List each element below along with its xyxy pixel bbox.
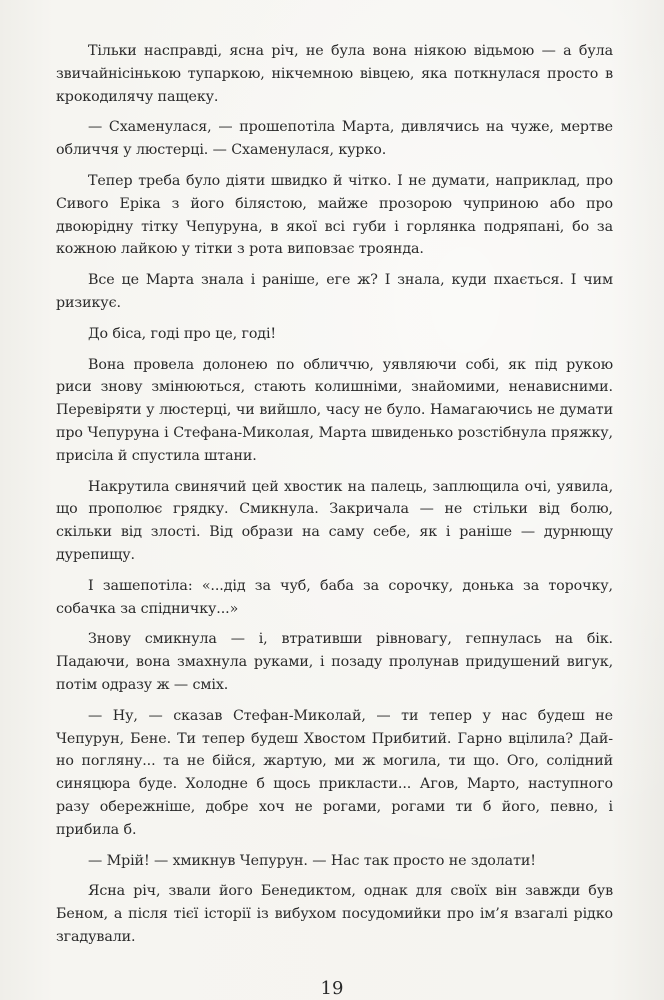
paragraph: — Мрій! — хмикнув Чепурун. — Нас так просто не здолати! bbox=[88, 852, 536, 869]
paragraph: Вона провела долонею по обличчю, уявляючи собі, як під рукою риси знову змінюються, стають колишніми, знайомими, ненависними. Перевіряти у люстерці, чи вийшло, часу не було. Намагаючись не думати про Чепуруна і Стефана-Миколая, Марта швиденько розстібнула пряжку, присіла й спустила штани. bbox=[56, 356, 613, 464]
paragraph: До біса, годі про це, годі! bbox=[88, 325, 277, 342]
paragraph: — Ну, — сказав Стефан-Миколай, — ти тепер у нас будеш не Чепурун, Бене. Ти тепер будеш Хвостом Прибитий. Гарно вцілила? Дай-но погляну... та не бійся, жартую, ми ж могила, ти що. Ого, солідний синяцюра буде. Холодне б щось прикласти... Агов, Марто, наступного разу обережніше, добре хоч не рогами, рогами ти б його, певно, і прибила б. bbox=[56, 707, 613, 838]
paragraph: Знову смикнула — і, втративши рівновагу, гепнулась на бік. Падаючи, вона змахнула руками, і позаду пролунав придушений вигук, потім одразу ж — сміх. bbox=[56, 631, 613, 693]
page-number: 19 bbox=[320, 978, 344, 999]
paragraph: Тільки насправді, ясна річ, не була вона ніякою відьмою — а була звичайнісінькою тупаркою, нікчемною вівцею, яка поткнулася просто в крокодилячу пащеку. bbox=[56, 43, 613, 105]
paragraph: Накрутила свинячий цей хвостик на палець, заплющила очі, уявила, що прополює грядку. Смикнула. Закричала — не стільки від болю, скільки від злості. Від образи на саму себе, як і раніше — дурнющу дурепищу. bbox=[56, 478, 613, 563]
paragraph: І зашепотіла: «...дід за чуб, баба за сорочку, донька за торочку, собачка за спідничку...» bbox=[56, 577, 613, 617]
paragraph: — Схаменулася, — прошепотіла Марта, дивлячись на чуже, мертве обличчя у люстерці. — Схаменулася, курко. bbox=[56, 119, 613, 159]
paragraph: Ясна річ, звали його Бенедиктом, однак для своїх він завжди був Беном, а після тієї історії із вибухом посудомийки про ім’я взагалі рідко згадували. bbox=[56, 883, 613, 945]
paragraph: Тепер треба було діяти швидко й чітко. І не думати, наприклад, про Сивого Еріка з його білястою, майже прозорою чуприною або про двоюрідну тітку Чепуруна, в якої всі губи і горлянка подряпані, бо за кожною лайкою у тітки з рота виповзає троянда. bbox=[56, 172, 613, 258]
paragraph: Все це Марта знала і раніше, еге ж? І знала, куди пхається. І чим ризикує. bbox=[56, 272, 613, 311]
body-text bbox=[56, 40, 613, 957]
